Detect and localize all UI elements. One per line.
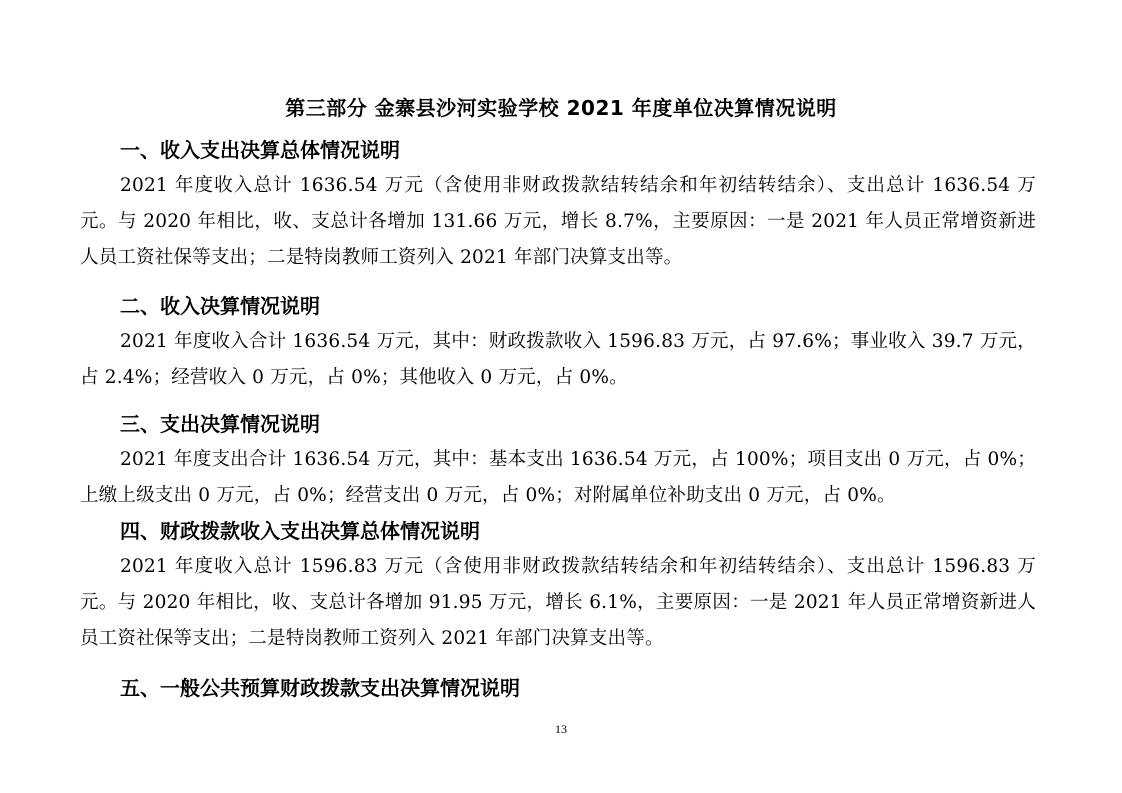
section-paragraph-3: 2021 年度支出合计 1636.54 万元，其中：基本支出 1636.54 万元，占 100%；项目支出 0 万元，占 0%；上缴上级支出 0 万元，占 0%；经营支出 0 万元，占 0%；对附属单位补助支出 0 万元，占 0%。 [80,449,1036,506]
section-heading-2: 二、收入决算情况说明 [120,294,320,318]
section-heading-4: 四、财政拨款收入支出决算总体情况说明 [120,519,480,543]
section-heading-1: 一、收入支出决算总体情况说明 [120,138,400,162]
section-heading-3: 三、支出决算情况说明 [120,412,320,436]
page-number: 13 [555,722,567,736]
section-paragraph-1: 2021 年度收入总计 1636.54 万元（含使用非财政拨款结转结余和年初结转结余）、支出总计 1636.54 万元。与 2020 年相比，收、支总计各增加 131.66 万元，增长 8.7%，主要原因：一是 2021 年人员正常增资新进人员工资社保等支出；二是特岗教师工资列入 2021 年部门决算支出等。 [80,175,1036,268]
page-title: 第三部分 金寨县沙河实验学校 2021 年度单位决算情况说明 [285,96,837,120]
section-paragraph-2: 2021 年度收入合计 1636.54 万元，其中：财政拨款收入 1596.83 万元，占 97.6%；事业收入 39.7 万元，占 2.4%；经营收入 0 万元，占 0%；其他收入 0 万元，占 0%。 [80,331,1036,388]
section-heading-5: 五、一般公共预算财政拨款支出决算情况说明 [120,676,520,700]
section-paragraph-4: 2021 年度收入总计 1596.83 万元（含使用非财政拨款结转结余和年初结转结余）、支出总计 1596.83 万元。与 2020 年相比，收、支总计各增加 91.95 万元，增长 6.1%，主要原因：一是 2021 年人员正常增资新进人员工资社保等支出；二是特岗教师工资列入 2021 年部门决算支出等。 [80,556,1036,649]
